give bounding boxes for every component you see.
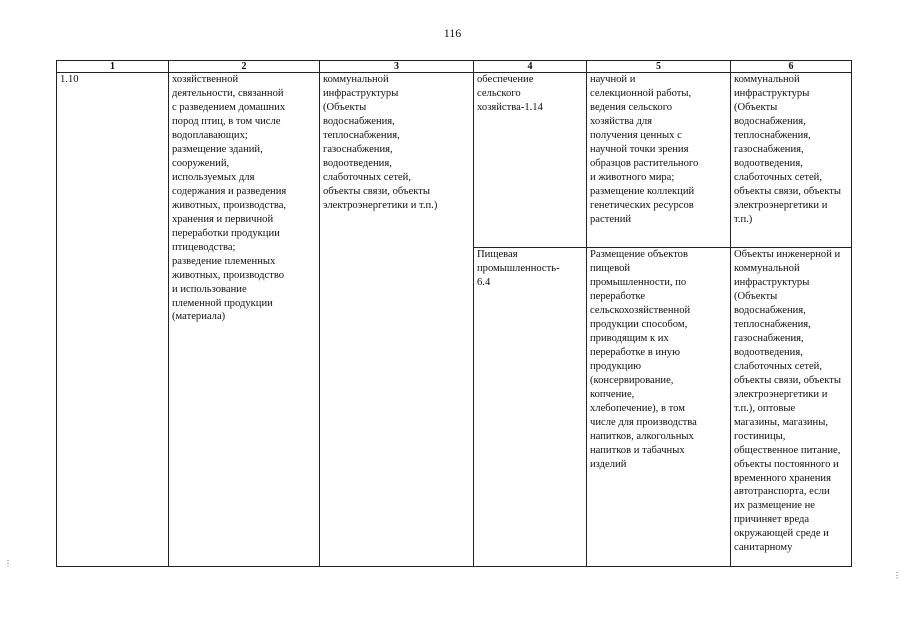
cell-food-industry-text: Пищевая промышленность- 6.4 <box>477 249 560 288</box>
header-col-5: 5 <box>587 61 731 73</box>
cell-code <box>57 73 169 567</box>
cell-activity-description-text: хозяйственной деятельности, связанной с разведением домашних пород птиц, в том числе водоплавающих; размещение зданий, сооружений, используемых для содержания и разведения животных, производства, хранения и первичной переработки продукции птицеводства; разведение племенных животных, производство и использование племенной продукции (материала) <box>172 74 287 323</box>
cell-conditional-objects-text: коммунальной инфраструктуры (Объекты водоснабжения, теплоснабжения, газоснабжения, водоотведения, слаботочных сетей, объекты связи, объекты электроэнергетики и т.п.) <box>734 74 841 225</box>
right-edge-mark: ⋮ <box>893 571 901 580</box>
cell-food-industry-description <box>587 248 731 567</box>
cell-conditional-use <box>474 73 587 248</box>
cell-food-industry-objects-text: Объекты инженерной и коммунальной инфраструктуры (Объекты водоснабжения, теплоснабжения, газоснабжения, водоотведения, слаботочных сетей, объекты связи, объекты электроэнергетики и т.п.), оптовые магазины, магазины, гостиницы, общественное питание, объекты постоянного и временного хранения автотранспорта, если их размещение не причиняет вреда окружающей среде и санитарному <box>734 249 841 554</box>
cell-conditional-use-text: обеспечение сельского хозяйства-1.14 <box>477 74 543 113</box>
table-header-row <box>57 61 852 73</box>
header-col-1: 1 <box>57 61 169 73</box>
header-col-6: 6 <box>731 61 852 73</box>
cell-conditional-description <box>587 73 731 248</box>
cell-food-industry-description-text: Размещение объектов пищевой промышленности, по переработке сельскохозяйственной продукции способом, приводящим к их переработке в иную продукцию (консервирование, копчение, хлебопечение), в том числе для производства напитков, алкогольных напитков и табачных изделий <box>590 249 697 470</box>
cell-activity-description <box>169 73 320 567</box>
header-col-4: 4 <box>474 61 587 73</box>
cell-allowed-objects-text: коммунальной инфраструктуры (Объекты водоснабжения, теплоснабжения, газоснабжения, водоотведения, слаботочных сетей, объекты связи, объекты электроэнергетики и т.п.) <box>323 74 438 211</box>
cell-food-industry <box>474 248 587 567</box>
left-edge-mark: ⋮ <box>4 559 12 568</box>
cell-conditional-description-text: научной и селекционной работы, ведения сельского хозяйства для получения ценных с научной точки зрения образцов растительного и животного мира; размещение коллекций генетических ресурсов растений <box>590 74 699 225</box>
page-number: 116 <box>443 26 462 40</box>
header-col-2: 2 <box>169 61 320 73</box>
header-col-3: 3 <box>320 61 474 73</box>
cell-allowed-objects <box>320 73 474 567</box>
cell-food-industry-objects <box>731 248 852 567</box>
cell-code-text: 1.10 <box>60 74 79 85</box>
table-row <box>57 73 852 248</box>
cell-conditional-objects <box>731 73 852 248</box>
land-use-table <box>56 60 852 567</box>
